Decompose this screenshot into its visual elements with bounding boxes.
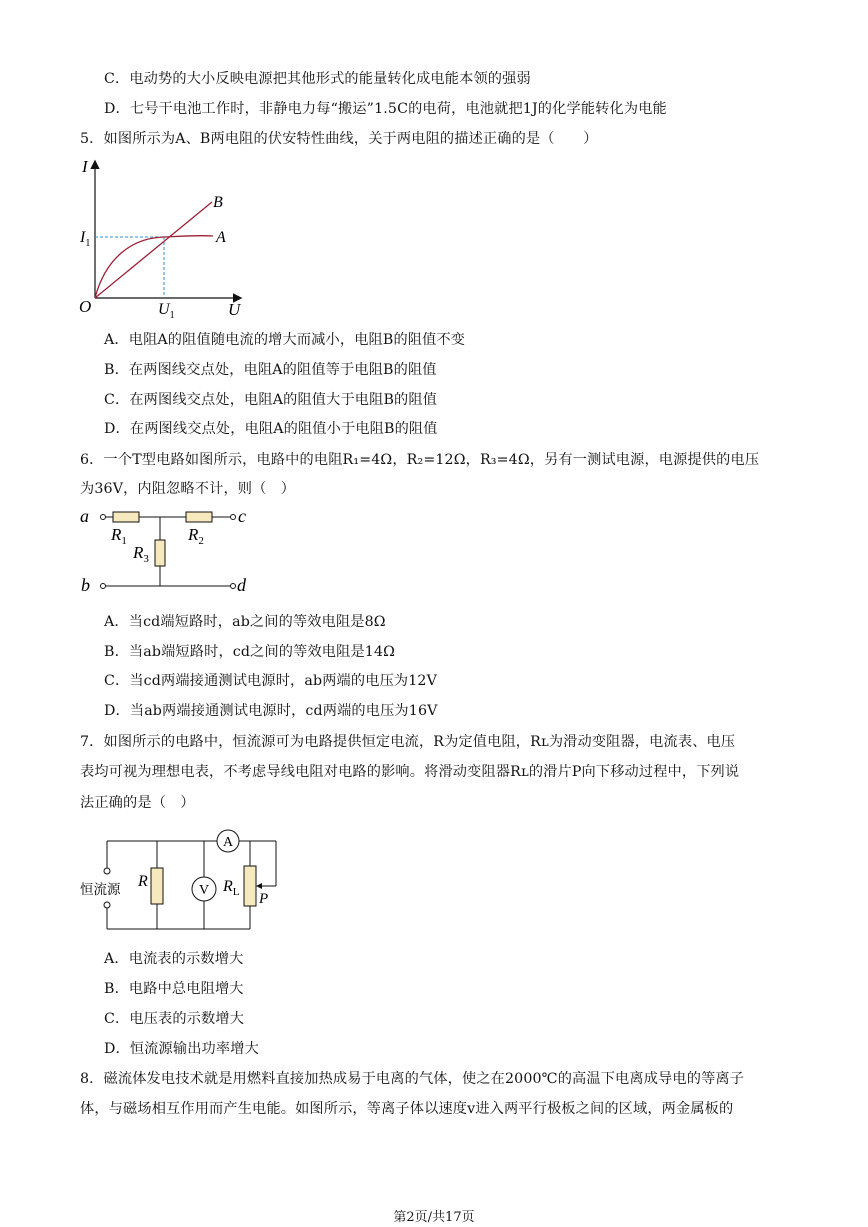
q6-r3-resistor [155,540,165,566]
q7-slider-label: P [259,891,269,907]
q6-r1-label: $R_1$ [111,525,127,547]
q6-option-d: D．当ab两端接通测试电源时，cd两端的电压为16V [104,703,438,719]
q7-option-a: A．电流表的示数增大 [104,951,244,967]
q5-iu-graph [70,150,260,325]
q4-option-d: D．七号干电池工作时，非静电力每“搬运”1.5C的电荷，电池就把1J的化学能转化为电能 [104,101,667,117]
q5-y-label: I [82,157,88,176]
q6-r2-resistor [186,512,212,522]
q5-curve-a-label: A [216,229,226,246]
q5-line-b-label: B [213,194,223,211]
q7-rl-label: $R_L$ [223,878,240,898]
q7-r-label: R [138,873,148,890]
q7-option-d: D．恒流源输出功率增大 [104,1041,259,1057]
q6-r1-resistor [113,512,139,522]
q5-origin-label: O [79,297,92,316]
page-footer: 第2页/共17页 [393,1210,475,1225]
q6-terminal-c: c [238,506,246,526]
q6-r2-label: $R_2$ [188,525,204,547]
q6-r3-label: $R_3$ [133,543,149,565]
q6-option-a: A．当cd端短路时，ab之间的等效电阻是8Ω [104,614,386,630]
q6-stem-line1: 6．一个T型电路如图所示，电路中的电阻R₁=4Ω，R₂=12Ω，R₃=4Ω，另有一测试电源，电源提供的电压 [80,452,760,468]
q4-option-c: C．电动势的大小反映电源把其他形式的能量转化成电能本领的强弱 [104,71,531,87]
q7-source-label: 恒流源 [80,882,121,897]
q8-line2: 体，与磁场相互作用而产生电能。如图所示，等离子体以速度v进入两平行极板之间的区域，两金属板的 [80,1101,734,1117]
q7-slider-arrow [256,883,262,889]
q7-option-b: B．电路中总电阻增大 [104,981,244,997]
q7-r-resistor [151,868,163,904]
q5-i1-label: $I_1$ [80,229,91,249]
q5-line-b [95,202,212,298]
q7-stem-line2: 表均可视为理想电表，不考虑导线电阻对电路的影响。将滑动变阻器Rʟ的滑片P向下移动过程中，下列说 [80,764,740,780]
q7-circuit [78,824,288,936]
q5-u1-label: $U_1$ [158,301,175,321]
q6-t-circuit [78,502,258,602]
q7-stem-line3: 法正确的是（ ） [80,795,195,811]
q6-option-c: C．当cd两端接通测试电源时，ab两端的电压为12V [104,673,437,689]
q6-option-b: B．当ab端短路时，cd之间的等效电阻是14Ω [104,644,396,660]
q7-option-c: C．电压表的示数增大 [104,1011,245,1027]
q7-stem-line1: 7．如图所示的电路中，恒流源可为电路提供恒定电流，R为定值电阻，Rʟ为滑动变阻器，电流表、电压 [80,734,736,750]
q5-option-c: C．在两图线交点处，电阻A的阻值大于电阻B的阻值 [104,392,438,408]
q6-stem-line2: 为36V，内阻忽略不计，则（ ） [80,481,296,497]
q7-rl-rheostat [244,866,256,906]
q5-curve-a [95,236,213,298]
q5-x-label: U [228,300,241,319]
q5-option-b: B．在两图线交点处，电阻A的阻值等于电阻B的阻值 [104,362,437,378]
q5-stem: 5．如图所示为A、B两电阻的伏安特性曲线，关于两电阻的描述正确的是（ ） [80,131,598,147]
q8-line1: 8．磁流体发电技术就是用燃料直接加热成易于电离的气体，使之在2000℃的高温下电离成导电的等离子 [80,1071,745,1087]
q5-option-a: A．电阻A的阻值随电流的增大而减小，电阻B的阻值不变 [104,332,466,348]
q6-terminal-d: d [237,575,246,595]
q6-terminal-a: a [80,506,89,526]
q7-ammeter-label: A [222,835,234,850]
q5-option-d: D．在两图线交点处，电阻A的阻值小于电阻B的阻值 [104,421,438,437]
q7-voltmeter-label: V [198,883,210,898]
q6-terminal-b: b [81,575,90,595]
